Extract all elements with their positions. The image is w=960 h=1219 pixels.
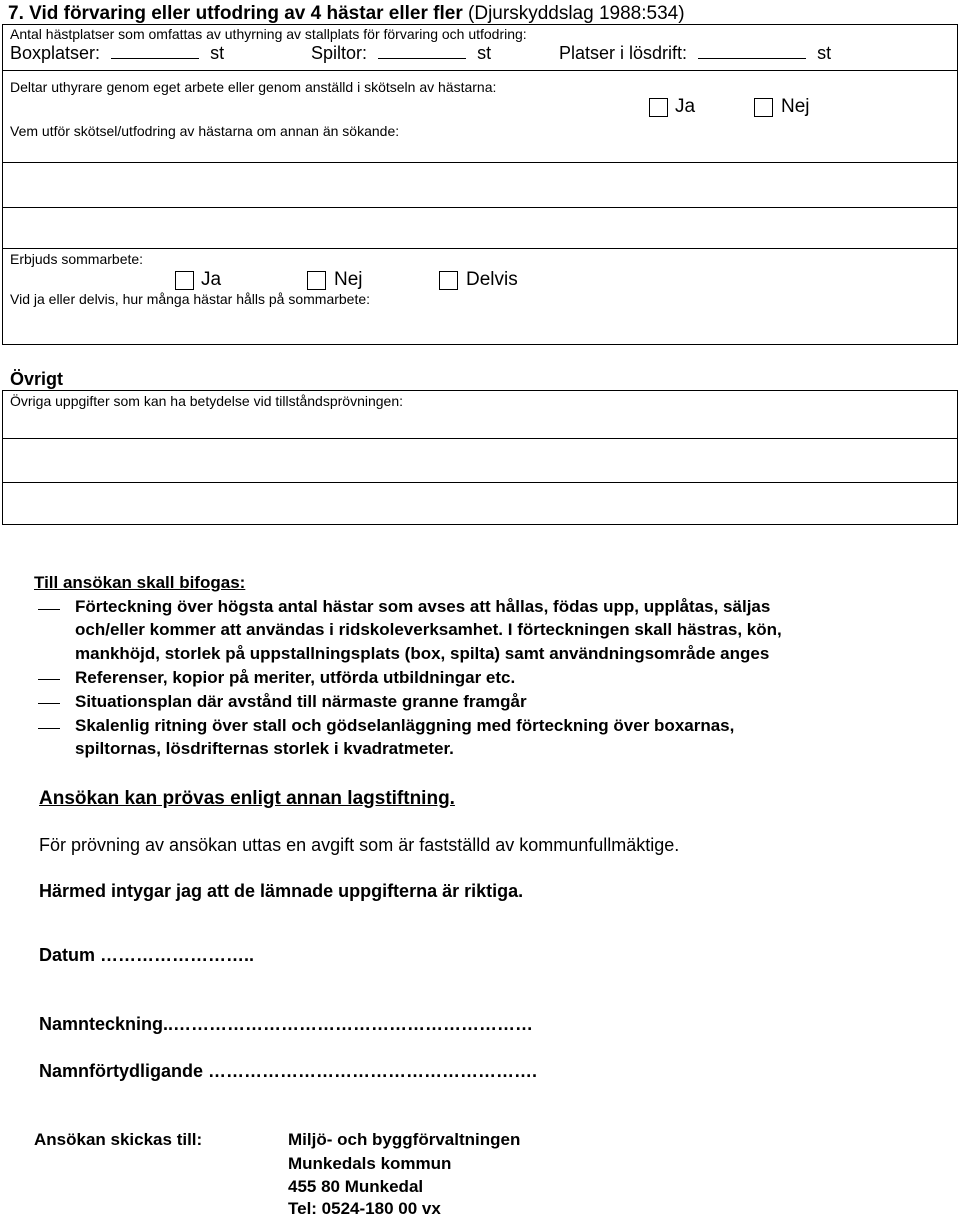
- summer-partly-checkbox[interactable]: [439, 271, 458, 290]
- attachment-item-4-line2: spiltornas, lösdrifternas storlek i kvadratmeter.: [75, 739, 454, 758]
- summer-no-label: Nej: [334, 269, 363, 290]
- other-label: Övriga uppgifter som kan ha betydelse vid tillståndsprövningen:: [10, 393, 403, 409]
- address-line-4: Tel: 0524-180 00 vx: [288, 1199, 441, 1218]
- losdrift-field[interactable]: [698, 44, 806, 59]
- attachment-item-3: Situationsplan där avstånd till närmaste granne framgår: [75, 692, 527, 711]
- summer-no-checkbox[interactable]: [307, 271, 326, 290]
- spiltor-label: Spiltor:: [311, 43, 368, 63]
- other-heading: Övrigt: [10, 369, 64, 389]
- attachment-item-1-line3: mankhöjd, storlek på uppstallningsplats (box, spilta) samt användningsområde anges: [75, 644, 770, 663]
- spiltor-row: [311, 43, 491, 64]
- losdrift-label: Platser i lösdrift:: [559, 43, 688, 63]
- send-to-label: Ansökan skickas till:: [34, 1130, 203, 1149]
- places-row: [10, 43, 224, 64]
- places-label: Antal hästplatser som omfattas av uthyrning av stallplats för förvaring och utfodring:: [10, 26, 527, 42]
- summer-yes-checkbox[interactable]: [175, 271, 194, 290]
- boxplatser-unit: st: [210, 43, 225, 63]
- who-answer-field-2[interactable]: [3, 208, 957, 247]
- attachment-item-2: Referenser, kopior på meriter, utförda utbildningar etc.: [75, 668, 516, 687]
- address-line-1: Miljö- och byggförvaltningen: [288, 1130, 521, 1149]
- tenant-yes-label: Ja: [675, 96, 696, 117]
- bullet-dash: [38, 703, 60, 704]
- losdrift-unit: st: [817, 43, 832, 63]
- spiltor-field[interactable]: [378, 44, 466, 59]
- address-line-2: Munkedals kommun: [288, 1154, 452, 1173]
- attachment-item-4-line1: Skalenlig ritning över stall och gödselanläggning med förteckning över boxarnas,: [75, 716, 735, 735]
- who-question: Vem utför skötsel/utfodring av hästarna om annan än sökande:: [10, 123, 400, 139]
- boxplatser-field[interactable]: [111, 44, 199, 59]
- section-title-reference: (Djurskyddslag 1988:534): [462, 3, 685, 24]
- other-field-1[interactable]: [3, 439, 957, 481]
- losdrift-row: [559, 43, 831, 64]
- tenant-no-label: Nej: [781, 96, 810, 117]
- fee-note: För prövning av ansökan uttas en avgift som är fastställd av kommunfullmäktige.: [39, 835, 680, 855]
- summer-count-question: Vid ja eller delvis, hur många hästar hålls på sommarbete:: [10, 291, 371, 307]
- other-law-note: Ansökan kan prövas enligt annan lagstiftning.: [39, 788, 455, 809]
- bullet-dash: [38, 609, 60, 610]
- bullet-dash: [38, 679, 60, 680]
- signature-field[interactable]: Namnteckning..……………………………………………………: [39, 1014, 534, 1034]
- divider: [2, 248, 958, 249]
- tenant-question: Deltar uthyrare genom eget arbete eller genom anställd i skötseln av hästarna:: [10, 79, 497, 95]
- summer-yes-label: Ja: [201, 269, 222, 290]
- bullet-dash: [38, 728, 60, 729]
- section-title: [8, 3, 685, 25]
- section-title-main: 7. Vid förvaring eller utfodring av 4 hästar eller fler: [8, 3, 463, 24]
- attachments-heading: Till ansökan skall bifogas:: [34, 573, 246, 592]
- summer-question: Erbjuds sommarbete:: [10, 251, 144, 267]
- divider: [2, 70, 958, 71]
- boxplatser-label: Boxplatser:: [10, 43, 101, 63]
- tenant-yes-checkbox[interactable]: [649, 98, 668, 117]
- address-line-3: 455 80 Munkedal: [288, 1177, 424, 1196]
- date-field[interactable]: Datum ……………………..: [39, 945, 255, 965]
- summer-partly-label: Delvis: [466, 269, 518, 290]
- spiltor-unit: st: [477, 43, 492, 63]
- attachment-item-1-line2: och/eller kommer att användas i ridskoleverksamhet. I förteckningen skall hästras, kön,: [75, 620, 782, 639]
- name-clarification-field[interactable]: Namnförtydligande ……………………………………………….: [39, 1061, 538, 1081]
- other-field-2[interactable]: [3, 483, 957, 524]
- attachment-item-1-line1: Förteckning över högsta antal hästar som avses att hållas, födas upp, upplåtas, säljas: [75, 597, 771, 616]
- who-answer-field-1[interactable]: [3, 163, 957, 206]
- tenant-no-checkbox[interactable]: [754, 98, 773, 117]
- certify-statement: Härmed intygar jag att de lämnade uppgifterna är riktiga.: [39, 881, 524, 901]
